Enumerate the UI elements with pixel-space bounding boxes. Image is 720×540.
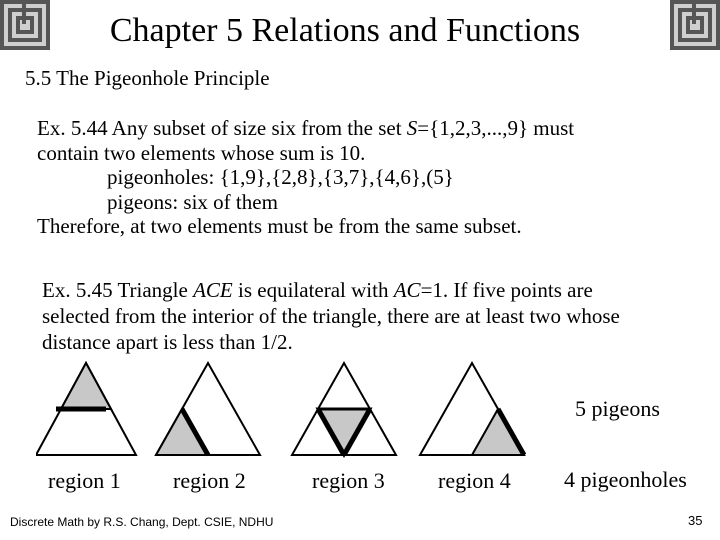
triangle-region-2 <box>156 363 260 455</box>
region-3-label: region 3 <box>312 468 385 493</box>
pigeonholes-label: 4 pigeonholes <box>564 467 687 492</box>
ex544-line-2: contain two elements whose sum is 10. <box>37 140 366 165</box>
ex545-line-1 <box>42 277 620 303</box>
triangle-regions-figure <box>36 360 546 460</box>
triangle-region-1 <box>36 363 136 455</box>
ex544-conclusion: Therefore, at two elements must be from the same subset. <box>37 214 522 238</box>
footer-text: Discrete Math by R.S. Chang, Dept. CSIE, NDHU <box>10 515 274 529</box>
ex545-line-1-a: Ex. 5.45 Triangle <box>42 278 194 302</box>
example-5-44 <box>37 116 574 239</box>
section-heading: 5.5 The Pigeonhole Principle <box>25 66 270 90</box>
ex544-set-variable: S <box>406 116 418 140</box>
region-1-label: region 1 <box>48 468 121 493</box>
slide-title: Chapter 5 Relations and Functions <box>109 12 581 49</box>
ex544-line-1-suffix: ={1,2,3,...,9} must <box>417 116 575 140</box>
ex544-pigeonholes-line: pigeonholes: {1,9},{2,8},{3,7},{4,6},(5} <box>107 165 454 189</box>
example-5-45 <box>42 277 620 355</box>
ex545-line-2: selected from the interior of the triangle, there are at least two whose <box>42 304 620 328</box>
ex544-line-1 <box>37 116 574 141</box>
region-4-label: region 4 <box>438 468 511 493</box>
ex545-line-3: distance apart is less than 1/2. <box>42 330 293 354</box>
ex544-line-1-prefix: Ex. 5.44 Any subset of size six from the set <box>37 116 407 140</box>
page-number: 35 <box>688 513 703 528</box>
ex545-side-name: AC <box>393 278 421 302</box>
triangle-region-4 <box>420 363 524 455</box>
ex545-line-1-c: =1. If five points are <box>420 278 593 302</box>
region-2-label: region 2 <box>173 468 246 493</box>
triangle-region-3 <box>292 363 396 455</box>
pigeons-label: 5 pigeons <box>575 396 660 421</box>
ex544-pigeons-line: pigeons: six of them <box>107 189 278 214</box>
ex545-triangle-name: ACE <box>193 278 233 302</box>
ex545-line-1-b: is equilateral with <box>232 278 394 302</box>
